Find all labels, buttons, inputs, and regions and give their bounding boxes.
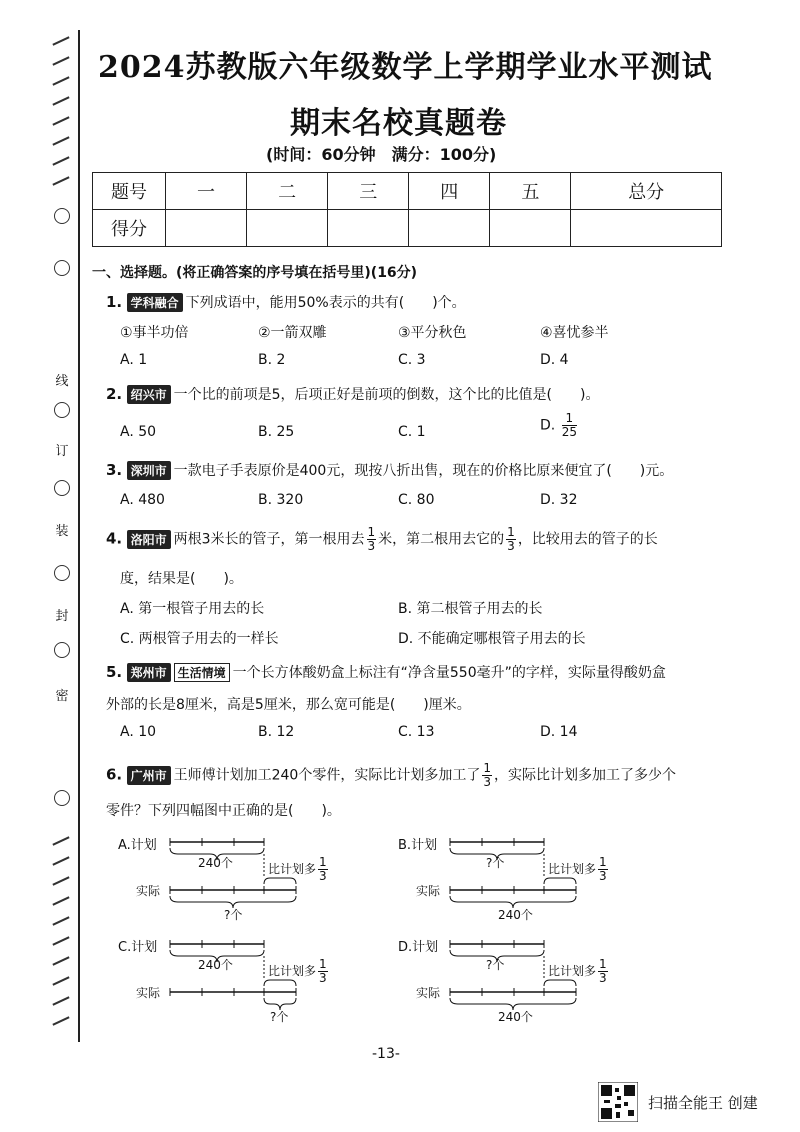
score-header-cell: 五 [490,173,571,210]
diagram-c[interactable]: C.计划 240个 比计划多 $\frac{1}{3}$ 实际 ?个 [118,932,378,1022]
option-a[interactable]: A. 10 [120,724,157,740]
option-c[interactable]: C. 80 [398,492,435,508]
binding-hole [54,480,70,496]
more-label: 比计划多 $\frac{1}{3}$ [268,855,327,883]
score-input-cell[interactable] [247,210,328,247]
question-text: 王师傅计划加工240个零件，实际比计划多加工了 [173,767,481,784]
idiom-item: ①事半功倍 [120,325,189,341]
time-info: (时间：60分钟 满分：100分) [266,145,497,164]
question-text: 外部的长是8厘米，高是5厘米，那么宽可能是( )厘米。 [106,697,471,713]
bar-diagram [118,830,378,920]
question-tag: 郑州市 [127,663,171,682]
option-d[interactable]: D. 14 [540,724,578,740]
binding-hole [54,790,70,806]
binding-label-secret: 密 [55,689,69,704]
score-input-cell[interactable] [409,210,490,247]
idiom-item: ④喜忧参半 [540,325,609,341]
actual-label: 实际 [416,884,441,898]
question-6 [106,762,676,789]
fraction: $\frac{1}{25}$ [561,411,577,439]
option-b[interactable]: B. 320 [258,492,304,508]
question-text: 一个长方体酸奶盒上标注有“净含量550毫升”的字样，实际量得酸奶盒 [232,665,666,681]
binding-hole [54,642,70,658]
question-number: 1. [106,293,123,311]
fraction: $\frac{1}{3}$ [507,525,515,553]
question-number: 4. [106,529,123,548]
question-text: ，实际比计划多加工了多少个 [493,767,676,784]
option-d[interactable]: D. 32 [540,492,578,508]
option-c[interactable]: C. 3 [398,352,426,368]
unknown-label: ?个 [486,856,505,870]
question-tag: 深圳市 [127,461,171,480]
exam-title: 2024苏教版六年级数学上学期学业水平测试 [98,50,713,85]
binding-hole [54,260,70,276]
question-text: 米，第二根用去它的 [378,531,505,548]
actual-label: 实际 [136,884,161,898]
binding-strip [46,30,80,1042]
score-input-cell[interactable] [328,210,409,247]
option-a[interactable]: A. 第一根管子用去的长 [120,601,265,617]
binding-label-seal: 封 [55,609,69,624]
score-table [92,172,722,247]
actual-label: 实际 [136,986,161,1000]
unknown-label: ?个 [224,908,243,922]
score-header-cell: 三 [328,173,409,210]
question-tag: 广州市 [127,766,171,785]
diagram-b[interactable]: B.计划 ?个 比计划多 $\frac{1}{3}$ 实际 240个 [398,830,658,920]
page-number: -13- [372,1046,400,1062]
option-d[interactable]: D. 4 [540,352,569,368]
binding-label-install: 装 [55,524,69,539]
question-tag: 洛阳市 [127,530,171,549]
binding-hole [54,565,70,581]
question-text: 一个比的前项是5，后项正好是前项的倒数，这个比的比值是( )。 [173,387,600,403]
score-input-cell[interactable] [571,210,722,247]
binding-label-line: 线 [55,374,69,389]
option-d[interactable]: D. 不能确定哪根管子用去的长 [398,631,586,647]
question-4 [106,526,658,553]
section-title: 一、选择题。(将正确答案的序号填在括号里)(16分) [92,265,418,281]
option-c[interactable]: C. 两根管子用去的一样长 [120,631,279,647]
question-number: 3. [106,461,123,479]
binding-label-order: 订 [55,444,69,459]
bar-diagram [118,932,378,1022]
score-input-cell[interactable] [490,210,571,247]
question-number: 5. [106,663,123,681]
option-a[interactable]: A. 50 [120,424,157,440]
label-240: 240个 [198,856,233,870]
score-header-cell: 一 [166,173,247,210]
more-label: 比计划多 $\frac{1}{3}$ [548,855,607,883]
qr-code-icon [598,1082,638,1122]
fraction: $\frac{1}{3}$ [483,761,491,789]
diagram-a[interactable]: A.计划 240个 比计划多 $\frac{1}{3}$ 实际 ?个 [118,830,378,920]
question-text: ，比较用去的管子的长 [517,531,658,548]
option-c[interactable]: C. 13 [398,724,435,740]
option-a[interactable]: A. 1 [120,352,148,368]
score-header-cell: 四 [409,173,490,210]
diagram-d[interactable]: D.计划 ?个 比计划多 $\frac{1}{3}$ 实际 240个 [398,932,658,1022]
more-label: 比计划多 $\frac{1}{3}$ [548,957,607,985]
label-240: 240个 [198,958,233,972]
fraction: $\frac{1}{3}$ [367,525,376,553]
question-number: 6. [106,765,123,784]
question-tag: 学科融合 [127,293,183,312]
question-text: 两根3米长的管子，第一根用去 [173,531,365,548]
option-a[interactable]: A. 480 [120,492,165,508]
exam-subtitle: 期末名校真题卷 [290,106,507,141]
unknown-label: ?个 [270,1010,289,1024]
more-label: 比计划多 $\frac{1}{3}$ [268,957,327,985]
option-c[interactable]: C. 1 [398,424,426,440]
label-240: 240个 [498,908,533,922]
score-header-cell: 二 [247,173,328,210]
question-3 [106,460,673,480]
option-b[interactable]: B. 第二根管子用去的长 [398,601,543,617]
option-b[interactable]: B. 12 [258,724,295,740]
actual-label: 实际 [416,986,441,1000]
question-text: 度，结果是( )。 [120,571,243,587]
option-b[interactable]: B. 25 [258,424,295,440]
question-text: 下列成语中，能用50%表示的共有( )个。 [185,295,466,311]
binding-hole [54,402,70,418]
scanner-watermark: 扫描全能王 创建 [648,1094,758,1112]
question-tag: 绍兴市 [127,385,171,404]
question-text: 零件？下列四幅图中正确的是( )。 [106,803,341,819]
question-text: 一款电子手表原价是400元，现按八折出售，现在的价格比原来便宜了( )元。 [173,463,674,479]
option-d[interactable]: D. $\frac{1}{25}$ [540,411,577,439]
question-2 [106,384,599,404]
unknown-label: ?个 [486,958,505,972]
score-header-cell: 题号 [93,173,166,210]
score-input-cell[interactable] [166,210,247,247]
label-240: 240个 [498,1010,533,1024]
question-tag: 生活情境 [174,663,230,682]
idiom-item: ②一箭双雕 [258,325,327,341]
binding-hole [54,208,70,224]
question-5 [106,662,666,682]
score-row-label: 得分 [93,210,166,247]
score-header-cell: 总分 [571,173,722,210]
option-b[interactable]: B. 2 [258,352,286,368]
question-number: 2. [106,385,123,403]
question-1 [106,292,466,312]
idiom-item: ③平分秋色 [398,325,467,341]
